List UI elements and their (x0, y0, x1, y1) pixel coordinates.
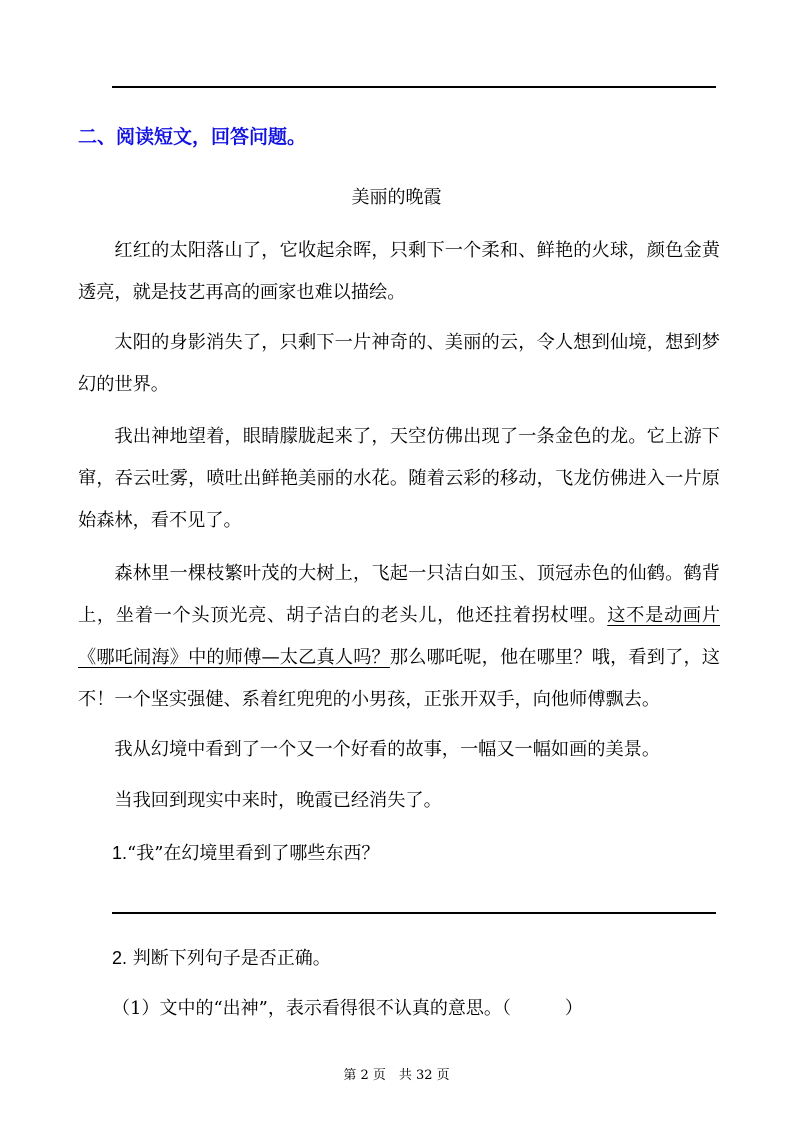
question-2 (112, 943, 331, 974)
answer-line-q1[interactable] (112, 912, 716, 914)
paragraph-4-text-b: 那么哪吒呢，他在哪里？哦，看到了，这不！一个坚实强健、系着红兜兜的小男孩，正张开双手，向他师傅飘去。 (78, 647, 720, 710)
paragraph-3: 我出神地望着，眼睛朦胧起来了，天空仿佛出现了一条金色的龙。它上游下窜，吞云吐雾，喷吐出鲜艳美丽的水花。随着云彩的移动，飞龙仿佛进入一片原始森林，看不见了。 (78, 426, 720, 531)
page-footer: 第 2 页 共 32 页 (343, 1068, 450, 1083)
section-heading: 二、阅读短文，回答问题。 (78, 126, 307, 148)
paragraph-2: 太阳的身影消失了，只剩下一片神奇的、美丽的云，令人想到仙境，想到梦幻的世界。 (78, 332, 720, 395)
paragraph-1: 红红的太阳落山了，它收起余晖，只剩下一个柔和、鲜艳的火球，颜色金黄透亮，就是技艺再高的画家也难以描绘。 (78, 240, 720, 303)
paragraph-4 (78, 553, 720, 721)
question-1-text: “我”在幻境里看到了哪些东西？ (127, 843, 380, 864)
paragraph-4-text-a: 森林里一棵枝繁叶茂的大树上，飞起一只洁白如玉、顶冠赤色的仙鹤。鹤背上，坐着一个头顶光亮、胡子洁白的老头儿，他还拄着拐杖哩。 (78, 563, 720, 626)
underlined-sentence: 这不是动画片《哪吒闹海》中的师傅—太乙真人吗？ (78, 605, 720, 668)
paragraph-5: 我从幻境中看到了一个又一个好看的故事，一幅又一幅如画的美景。 (114, 739, 661, 760)
paragraph-6: 当我回到现实中来时，晚霞已经消失了。 (114, 790, 442, 811)
question-2-text: 判断下列句子是否正确。 (132, 948, 331, 969)
question-2-sub-1: （1）文中的“出神”，表示看得很不认真的意思。（ ） (112, 998, 583, 1019)
question-2-number: 2. (112, 948, 128, 968)
story-title: 美丽的晚霞 (351, 187, 442, 208)
question-1-number: 1. (112, 843, 128, 863)
question-1 (112, 838, 379, 869)
answer-line-top (112, 86, 716, 88)
